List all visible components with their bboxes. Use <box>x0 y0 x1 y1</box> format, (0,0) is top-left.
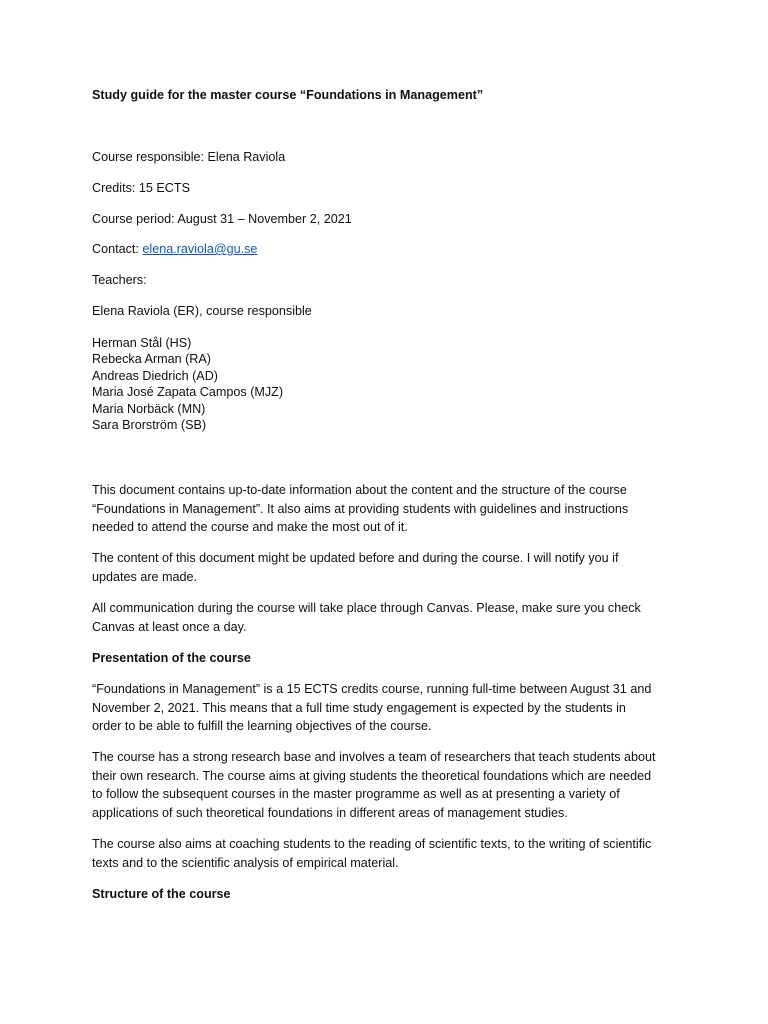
paragraph-line: November 2, 2021. This means that a full time study engagement is expected by the students in <box>92 700 626 715</box>
structure-heading: Structure of the course <box>92 887 231 901</box>
contact-email-link[interactable]: elena.raviola@gu.se <box>142 242 258 256</box>
paragraph-line: “Foundations in Management”. It also aims at providing students with guidelines and instructions <box>92 501 629 516</box>
intro-paragraph <box>92 481 677 537</box>
paragraph-line: texts and to the scientific analysis of empirical material. <box>92 855 399 870</box>
paragraph-line: The course has a strong research base and involves a team of researchers that teach students about <box>92 750 656 764</box>
teacher-list <box>92 335 283 433</box>
course-responsible: Course responsible: Elena Raviola <box>92 150 286 164</box>
paragraph-line: applications of such theoretical foundations in different areas of management studies. <box>92 805 568 820</box>
paragraph-line: The course also aims at coaching students to the reading of scientific texts, to the writing of scientific <box>92 837 652 851</box>
teacher-item: Andreas Diedrich (AD) <box>92 368 218 383</box>
lead-teacher: Elena Raviola (ER), course responsible <box>92 304 312 318</box>
teacher-item: Herman Stål (HS) <box>92 336 192 350</box>
teacher-item: Rebecka Arman (RA) <box>92 352 211 367</box>
contact-label: Contact: <box>92 242 143 256</box>
paragraph-line: All communication during the course will take place through Canvas. Please, make sure you check <box>92 601 641 615</box>
canvas-paragraph <box>92 599 677 636</box>
paragraph-line: Canvas at least once a day. <box>92 619 247 634</box>
paragraph-line: their own research. The course aims at giving students the theoretical foundations which are needed <box>92 768 652 783</box>
paragraph-line: The content of this document might be updated before and during the course. I will notify you if <box>92 551 619 565</box>
contact-line <box>92 240 257 258</box>
paragraph-line: to follow the subsequent courses in the master programme as well as at presenting a variety of <box>92 787 620 802</box>
paragraph-line: updates are made. <box>92 569 198 584</box>
paragraph-line: order to be able to fulfill the learning objectives of the course. <box>92 719 432 734</box>
presentation-paragraph <box>92 680 677 736</box>
paragraph-line: This document contains up-to-date information about the content and the structure of the course <box>92 483 627 497</box>
presentation-heading: Presentation of the course <box>92 651 251 665</box>
credits: Credits: 15 ECTS <box>92 181 190 195</box>
teachers-heading: Teachers: <box>92 273 147 287</box>
course-period: Course period: August 31 – November 2, 2021 <box>92 212 352 226</box>
coaching-paragraph <box>92 835 677 872</box>
research-paragraph <box>92 748 677 822</box>
teacher-item: Maria José Zapata Campos (MJZ) <box>92 385 284 400</box>
paragraph-line: needed to attend the course and make the most out of it. <box>92 520 408 535</box>
document-title: Study guide for the master course “Foundations in Management” <box>92 88 484 102</box>
teacher-item: Sara Brorström (SB) <box>92 418 207 433</box>
paragraph-line: “Foundations in Management” is a 15 ECTS credits course, running full-time between August 31 and <box>92 682 652 696</box>
teacher-item: Maria Norbäck (MN) <box>92 401 206 416</box>
update-paragraph <box>92 549 677 586</box>
